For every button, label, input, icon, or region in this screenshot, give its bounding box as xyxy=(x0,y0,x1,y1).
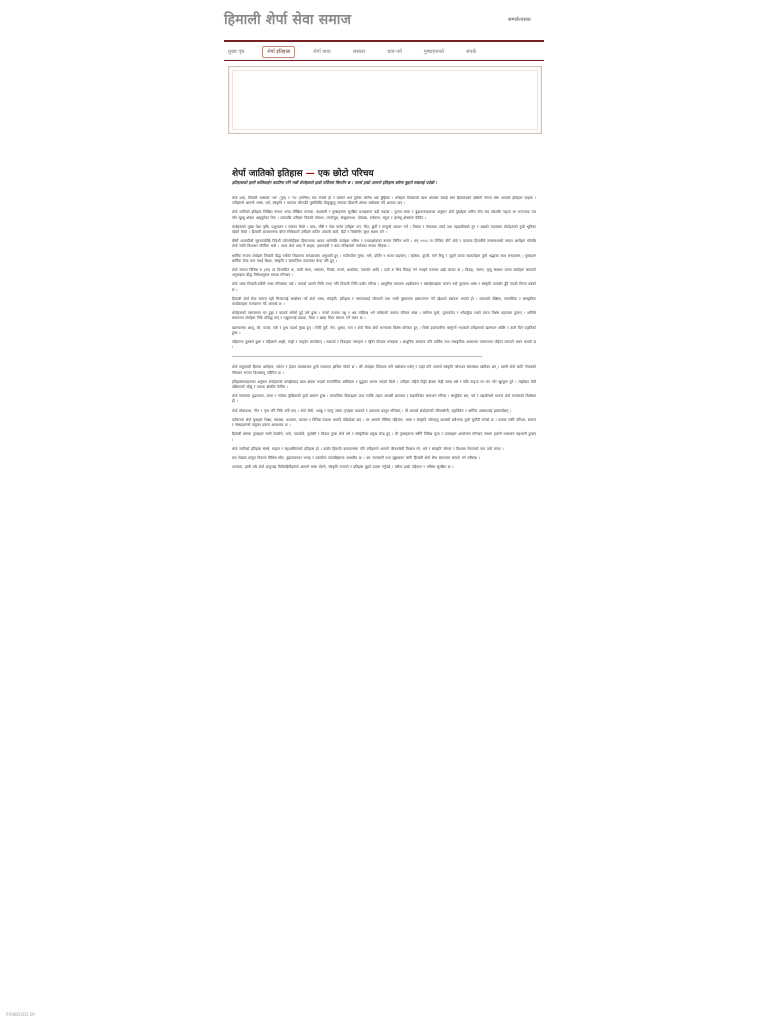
section-separator xyxy=(232,356,482,357)
nav-item-2[interactable]: शेर्पा कथा xyxy=(313,49,331,55)
powered-by[interactable]: POWERED BY xyxy=(6,1012,36,1017)
article-paragraph: शेर्पा समुदायले हिमाल आरोहण, पर्यटन र होटल व्यवसायमा ठूलो सफलता हासिल गरेको छ । धेरै शेर्पाहरू विदेशमा पनि बसोबास गर्छन् र त्यहाँ पनि आफ्नो संस्कृति जोगाउन संघसंस्था खोलेका छन् । यसरी शेर्पा जाति नेपालको गौरवका रूपमा विश्वसामु परिचित छ । xyxy=(232,365,536,375)
nav-rule xyxy=(224,60,544,61)
nav-item-4[interactable]: चाड-पर्व xyxy=(387,49,402,55)
header-rule xyxy=(224,40,544,42)
nav-item-1[interactable]: शेर्पा इतिहास xyxy=(262,46,295,58)
nav-item-6[interactable]: संपर्क xyxy=(466,49,477,55)
article-title xyxy=(232,166,374,179)
article-paragraph: शेर्पा लोककथा, गीत र नृत्य पनि निकै धनी छन् । शेर्पा सेलो, श्याब्रु र घान्टु जस्ता नृत्यहरू चाडपर्व र उत्सवमा प्रस्तुत गरिन्छन् । यी कलाले शेर्पाहरूको जीवनशैली, प्रकृतिप्रेम र धार्मिक आस्थालाई झल्काउँछन् । xyxy=(232,408,512,413)
article-paragraph: शेर्पा भाषा तिब्बती-बर्मेली भाषा परिवारमा पर्छ । यसको आफ्नै लिपि नभए पनि तिब्बती लिपि प्रयोग गरिन्छ । आधुनिक समयमा शहरीकरण र बसाइँसराइका कारण नयाँ पुस्तामा भाषा र संस्कृति कमजोर हुँदै गएको चिन्ता बढेको छ । xyxy=(232,282,536,292)
banner-image xyxy=(228,66,542,134)
article-paragraph: यस लेखमा प्रस्तुत विवरण विभिन्न स्रोत, बुढापाकाका भनाइ र प्रकाशित सामग्रीहरूमा आधारित छ । थप जानकारी तथा सुझावका लागि हिमाली शेर्पा सेवा समाजमा सम्पर्क गर्न सकिन्छ । xyxy=(232,455,480,460)
article-paragraph: पहिरनमा पुरुषले छुबा र महिलाले आङ्गी, ताङ्गो र पाङ्देन लगाउँछन् । चाडपर्व र विवाहमा गरगहना र रङ्गीन पोसाक लगाइन्छ । आधुनिक समयमा पनि धार्मिक तथा सांस्कृतिक अवसरमा परम्परागत पहिरन लगाउने चलन कायमै छ । xyxy=(232,340,536,350)
article-paragraph: इतिहासकारहरूका अनुसार शेर्पाहरूको बसाइँसराइ खाम क्षेत्रमा भएको राजनीतिक अस्थिरता र युद्धका कारण भएको थियो । उनीहरू पहिले तिङ्री क्षेत्रमा केही समय बसे र पछि नाङ्पा ला पार गरेर खुम्बुमा पुगे । त्यहाँबाट फेरि दक्षिणतर्फ सोलु र फराक क्षेत्रतिर फैलिए । xyxy=(232,379,536,390)
article-paragraph: अन्त्यमा, हामी सबै शेर्पा दाजुभाइ दिदीबहिनीहरूले आफ्नो भाषा बोल्ने, संस्कृति मनाउने र इतिहास बुझ्ने प्रयास गर्नुपर्छ । यसैमा हाम्रो पहिचान र भविष्य सुरक्षित छ । xyxy=(232,465,454,470)
article-paragraph: शेर्पा समाजमा बुढापाका, लामा र गाउँका मुखियाको ठूलो सम्मान हुन्छ । सामाजिक विवादहरू प्रायः गाउँकै तहमा आपसी छलफल र सहमतिबाट समाधान गरिन्छ । सामूहिक श्रम, पर्म र सहयोगको भावना शेर्पा समाजको विशेषता हो । xyxy=(232,394,536,404)
nav-item-3[interactable]: संस्कार xyxy=(352,49,366,55)
article-paragraph: हिमाली क्षेत्रका गुम्बाहरू जस्तै टेङबोचे, थामे, पाङबोचे, जुन्बेसी र चिवाङ गुम्बा शेर्पा धर्म र संस्कृतिका प्रमुख केन्द्र हुन् । यी गुम्बाहरूमा वर्षेनि विभिन्न पूजा र उत्सवहरू आयोजना गरिन्छन् जसमा हजारौं भक्तजन सहभागी हुन्छन् । xyxy=(232,432,536,442)
article-paragraph: शेर्पा समाज विभिन्न रु (थर) मा विभाजित छ, जस्तै लामा, सलाका, पिन्छो, गार्जा, थाक्तोक, पाल्जोर आदि । एउटै रु भित्र विवाह गर्न नपाइने परम्परा अझै कायम छ । विवाह, न्वारन, मृत्यु संस्कार जस्ता कार्यहरू लामाको अगुवाइमा बौद्ध विधिअनुसार सम्पन्न गरिन्छन् । xyxy=(232,268,536,278)
article-paragraph: वर्तमानमा शेर्पा युवाहरू शिक्षा, स्वास्थ्य, प्रशासन, व्यापार र विभिन्न पेशामा अगाडि बढिरहेका छन् । तर आफ्नो मौलिक पहिचान, भाषा र संस्कृति जोगाउनु आजको सबैभन्दा ठूलो चुनौती बनेको छ । यसका लागि परिवार, समाज र संस्थाहरूको संयुक्त प्रयास आवश्यक छ । xyxy=(232,417,536,428)
article-body xyxy=(232,196,536,986)
article-paragraph: धार्मिक रूपमा शेर्पाहरू तिब्बती बौद्ध धर्मको ञिङमापा सम्प्रदायका अनुयायी हुन् । गाउँगाउँमा गुम्बा, माने, छोर्तेन र ध्वजा पाइन्छन् । ल्होसार, दुम्जी, माने रिम्दु र ञुङ्ने जस्ता चाडपर्वहरू ठूलो श्रद्धाका साथ मनाइन्छन् । गुम्बाहरू धार्मिक केन्द्र मात्र नभई शिक्षा, संस्कृति र सामाजिक एकताका केन्द्र पनि हुन् । xyxy=(232,253,536,263)
article-paragraph: शेर्पाहरूको मुख्य पेशा कृषि, पशुपालन र व्यापार थियो । याक, चौंरी र भेडा पालेर उनीहरू ऊन, घिउ, छुर्पी र मासुको व्यापार गर्थे । तिब्बत र नेपालका तराई तथा पहाडबीचको नुन र अन्नको व्यापारमा शेर्पाहरूको ठूलो भूमिका रहेको थियो । हिमाली वातावरणमा बाँच्न सिकेकाले उनीहरू कठिन उकालो बाटो, हिउँ र चिसोसँग जुध्न सक्षम बने । xyxy=(232,224,536,235)
article-title-sub: एक छोटो परिचय xyxy=(317,169,374,179)
main-nav xyxy=(224,45,544,59)
article-paragraph: खानपानमा आलु, जौ, फापर, मकै र दुग्ध पदार्थ मुख्य हुन् । रिकी कुर्रे, सेन, थुक्पा, मःम र शेर्पा चिया शेर्पा भान्साका विशेष परिकार हुन् । चिसो हावापानीमा बस्नुपर्ने भएकाले उनीहरूको खानपान शक्ति र तातो दिने प्रकृतिको हुन्छ । xyxy=(232,325,536,335)
contact-link[interactable]: सम्पर्कःनसक xyxy=(508,17,531,23)
article-subtitle: इतिहासको हामी कसिलाईन काठीमा पनि गर्छौ शेर्पाहरूले हाम्रो पर्वितमा बिगतीर छ । तसर्थ हाम्रो आफ्नो इतिहास बारेमा बुझ्नो सबलाई पर्दछौ । xyxy=(232,180,438,185)
nav-item-5[interactable]: गुम्बाहरूको xyxy=(423,49,445,55)
article-title-dash: — xyxy=(305,169,315,179)
article-paragraph: बीसौं शताब्दीको सुरुवातदेखि विदेशी पर्वतारोहीहरू हिमालयमा आउन थालेपछि शेर्पाहरू भरिया र पथप्रदर्शकका रूपमा चिनिन थाले । सन् १९५३ मा तेन्जिङ नोर्गे शेर्पा र एडमण्ड हिलारीले सगरमाथाको सफल आरोहण गरेपछि शेर्पा जाति विश्वभर परिचित भयो । आज शेर्पा शब्द नै साहस, इमानदारी र कडा परिश्रमको पर्यायका रूपमा लिइन्छ । xyxy=(232,239,536,249)
article-title-main: शेर्पा जातिको इतिहास xyxy=(232,169,303,179)
banner-frame xyxy=(232,70,538,130)
article-paragraph: शेर्पा शब्द, तिब्बती भाषाको 'शर' (पूर्व) र 'पा' (मानिस) बाट बनेको हो र यसको अर्थ पूर्वका मानिस भन्ने बुझिन्छ । शेर्पाहरू तिब्बतको खाम क्षेत्रबाट बसाइँ सरेर हिमालयको दक्षिणी भेगमा बस्न आएको इतिहास पाइन्छ । उनीहरूले आफ्नो भाषा, धर्म, संस्कृति र परम्परा जोगाउँदै पुस्तौंदेखि सोलुखुम्बु लगायत हिमाली क्षेत्रमा बसोबास गर्दै आएका छन् । xyxy=(232,196,536,206)
site-title[interactable]: हिमाली शेर्पा सेवा समाज xyxy=(224,12,352,28)
article-paragraph: शेर्पा जातिको इतिहास संघर्ष, साहस र सहअस्तित्वको इतिहास हो । कठोर हिमाली वातावरणमा पनि उनीहरूले आफ्नो जीवनशैली विकास गरे, धर्म र संस्कृति जोगाए र विश्वमा नेपालको नाम उचो बनाए । xyxy=(232,446,504,451)
article-paragraph: हिमाली शेर्पा सेवा समाज यही चिन्तालाई सम्बोधन गर्दै शेर्पा भाषा, संस्कृति, इतिहास र परम्परालाई जोगाउने तथा भावी पुस्तासम्म हस्तान्तरण गर्ने उद्देश्यले स्थापना भएको हो । समाजले शैक्षिक, सामाजिक र सांस्कृतिक कार्यक्रमहरू सञ्चालन गर्दै आएको छ । xyxy=(232,296,536,307)
article-paragraph: शेर्पा जातिको इतिहास लिखित रूपमा भन्दा मौखिक परम्परा, वंशावली र गुम्बाहरूमा सुरक्षित ग्रन्थहरूमा बढी पाइन्छ । पुराना लामा र बुढापाकाहरूका अनुसार शेर्पा पुर्खाहरू करिब पाँच सय वर्षअघि नाङ्पा ला भञ्ज्याङ पार गरेर खुम्बु क्षेत्रमा आइपुगेका थिए । त्यसपछि उनीहरू विस्तारै पाँचथर, ताप्लेजुङ, संखुवासभा, दोलखा, रामेछाप, रसुवा र हेलम्बु क्षेत्रसम्म फैलिए । xyxy=(232,210,536,220)
article-paragraph: शेर्पाहरूको परम्परागत घर ढुङ्गा र काठले बनेको दुई तले हुन्छ । तल्लो तलामा पशु र अन्न राखिन्छ भने माथिल्लो तलामा परिवार बस्छ । घरभित्र चुलो, पूजाकोठा र भाँडाकुँडा राख्ने दराज विशेष महत्त्वका हुन्छन् । अतिथि सत्कारमा शेर्पाहरू निकै प्रसिद्ध छन् र पाहुनालाई छ्याङ, चिया र खादा दिएर स्वागत गर्ने चलन छ । xyxy=(232,311,536,321)
nav-item-0[interactable]: मुख्य पृष्ठ xyxy=(228,49,245,55)
